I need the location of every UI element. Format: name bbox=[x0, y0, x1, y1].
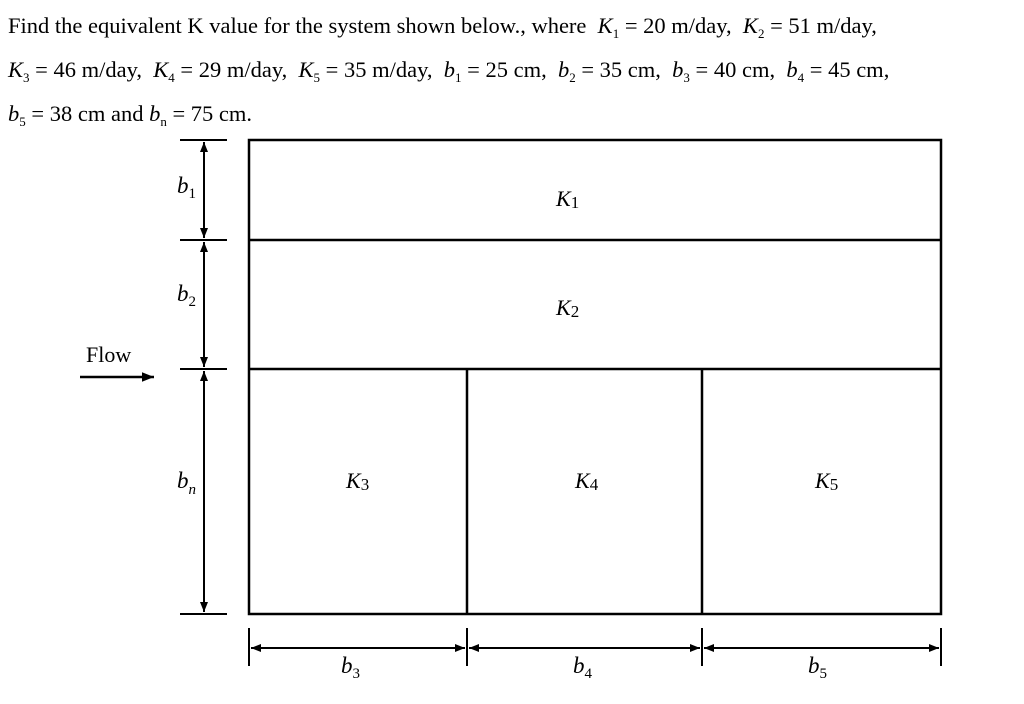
zone-label-k5: K5 bbox=[815, 468, 839, 494]
param-k1: $K_1 = 20$ m/day, bbox=[597, 13, 732, 41]
param-b3: $b_3 = 40$ cm, bbox=[672, 57, 776, 85]
layer-label-k1: K1 bbox=[556, 186, 580, 212]
system-outline bbox=[249, 140, 941, 614]
zone-label-k3: K3 bbox=[346, 468, 370, 494]
zone-label-k4: K4 bbox=[575, 468, 599, 494]
dim-label-b5: $b_5$ bbox=[808, 653, 827, 682]
param-bn: $b_n = 75$ cm. bbox=[149, 101, 253, 129]
param-k5: $K_5 = 35$ m/day, bbox=[298, 57, 433, 85]
param-b4: $b_4 = 45$ cm, bbox=[786, 57, 890, 85]
flow-label: Flow bbox=[86, 342, 132, 367]
dim-label-b1: $b_1$ bbox=[177, 173, 196, 202]
problem-conjunction: and bbox=[110, 101, 144, 126]
layer-label-k2: K2 bbox=[556, 295, 580, 321]
param-b1: $b_1 = 25$ cm, bbox=[443, 57, 547, 85]
param-k4: $K_4 = 29$ m/day, bbox=[153, 57, 288, 85]
dim-label-b2: $b_2$ bbox=[177, 281, 196, 310]
dim-label-b3: $b_3$ bbox=[341, 653, 360, 682]
param-k3: $K_3 = 46$ m/day, bbox=[8, 57, 142, 85]
param-b5: $b_5 = 38$ cm bbox=[8, 101, 106, 129]
dim-label-b4: $b_4$ bbox=[573, 653, 592, 682]
param-k2: $K_2 = 51$ m/day, bbox=[742, 13, 877, 41]
problem-intro: Find the equivalent K value for the system shown below., where bbox=[8, 13, 587, 38]
dim-label-bn: $b_n$ bbox=[177, 468, 196, 498]
param-b2: $b_2 = 35$ cm, bbox=[557, 57, 661, 85]
